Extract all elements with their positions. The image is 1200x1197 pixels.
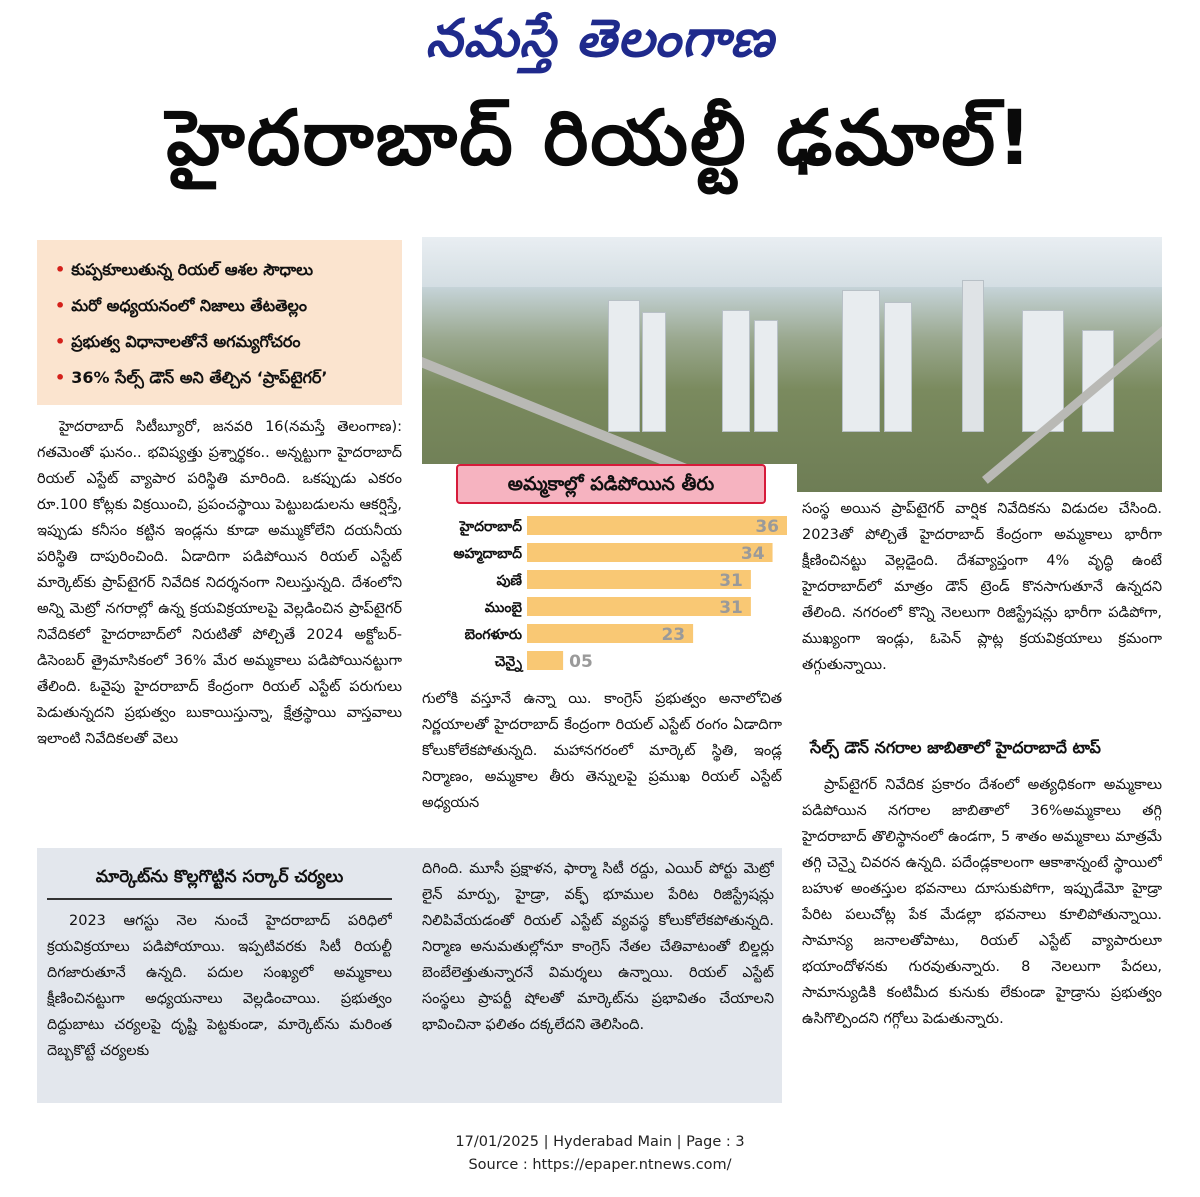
bullet-item (55, 288, 388, 324)
article-paragraph: సంస్థ అయిన ప్రాప్‌టైగర్ వార్షిక నివేదికను విడుదల చేసింది. 2023తో పోల్చితే హైదరాబాద్ కేంద్రంగా అమ్మకాలు భారీగా క్షీణించినట్టు వెల్లడైంది. దేశవ్యాప్తంగా 4% వృద్ధి ఉంటే హైదరాబాద్‌లో మాత్రం డౌన్ ట్రెండ్ కొనసాగుతూనే ఉన్నదని తేలింది. నగరంలో కొన్ని నెలలుగా రిజిస్ట్రేషన్లు భారీగా పడిపోగా, ముఖ్యంగా ఇండ్లు, ఓపెన్ ప్లాట్ల క్రయవిక్రయాలు క్రమంగా తగ్గుతున్నాయి. (802, 501, 1162, 673)
chart-value-label: 34 (740, 544, 765, 564)
photo-road (982, 310, 1162, 484)
photo-building (842, 290, 880, 432)
bullet-dot-icon: • (55, 260, 66, 279)
photo-building (722, 310, 750, 432)
chart-category-label: పుణే (496, 573, 522, 589)
bullet-text: కుప్పకూలుతున్న రియల్ ఆశల సౌధాలు (71, 260, 314, 279)
bullet-item (55, 252, 388, 288)
footer-date-edition: 17/01/2025 | Hyderabad Main | Page : 3 (455, 1134, 745, 1150)
bullet-dot-icon: • (55, 296, 66, 315)
chart-value-label: 31 (719, 571, 743, 591)
column-right-article (802, 496, 1162, 726)
chart-value-label: 31 (719, 598, 743, 618)
chart-value-label: 36 (755, 517, 779, 537)
bullet-text: మరో అధ్యయనంలో నిజాలు తేటతెల్లం (71, 296, 307, 315)
column-left-article (37, 414, 402, 834)
article-paragraph: దిగింది. మూసీ ప్రక్షాళన, ఫార్మా సిటీ రద్దు, ఎయిర్ పోర్టు మెట్రో లైన్ మార్పు, హైడ్రా, వక్ఫ్ భూముల పేరిట రిజిస్ట్రేషన్లు నిలిపివేయడంతో రియల్ ఎస్టేట్ వ్యవస్థ కోలుకోలేకపోతున్నది. నిర్మాణ అనుమతుల్లోనూ కాంగ్రెస్ నేతల చేతివాటంతో బిల్డర్లు బెంబేలెత్తుతున్నారనే విమర్శలు ఉన్నాయి. రియల్ ఎస్టేట్ సంస్థలు ప్రాపర్టీ షోలతో మార్కెట్‌ను ప్రభావితం చేయాలని భావించినా ఫలితం దక్కలేదని తెలిసింది. (422, 861, 774, 1033)
column-right-article-continued (802, 772, 1162, 1112)
article-paragraph: హైదరాబాద్ సిటీబ్యూరో, జనవరి 16(నమస్తే తెలంగాణ): గతమెంతో ఘనం.. భవిష్యత్తు ప్రశ్నార్థకం.. అన్నట్టుగా హైదరాబాద్ రియల్ ఎస్టేట్ వ్యాపార పరిస్థితి మారింది. ఒకప్పుడు ఎకరం రూ.100 కోట్లకు విక్రయించి, ప్రపంచస్థాయి పెట్టుబడులను ఆకర్షిస్తే, ఇప్పుడు కనీసం కట్టిన ఇండ్లను కూడా అమ్ముకోలేని దయనీయ పరిస్థితి దాపురించింది. ఏడాదిగా పడిపోయిన రియల్ ఎస్టేట్ మార్కెట్‌కు ప్రాప్‌టైగర్ నివేదిక నిదర్శనంగా నిలుస్తున్నది. దేశంలోని అన్ని మెట్రో నగరాల్లో ఉన్న క్రయవిక్రయాలపై వెల్లడించిన ప్రాప్‌టైగర్ నివేదికలో హైదరాబాద్‌లో నిరుటితో పోల్చితే 2024 అక్టోబర్-డిసెంబర్ త్రైమాసికంలో 36% మేర అమ్మకాలు పడిపోయినట్టుగా తేలింది. ఓవైపు హైదరాబాద్ కేంద్రంగా రియల్ ఎస్టేట్ పరుగులు పెడుతున్నదని ప్రభుత్వం బుకాయిస్తున్నా, క్షేత్రస్థాయి వాస్తవాలు ఇలాంటి నివేదికలతో వెలు (37, 419, 402, 747)
band-right-article (422, 856, 774, 1098)
headline: హైదరాబాద్ రియల్టీ ఢమాల్! (166, 93, 1034, 182)
bullet-text: ప్రభుత్వ విధానాలతోనే అగమ్యగోచరం (71, 332, 301, 351)
chart-category-label: ముంబై (484, 600, 522, 616)
footer-source: Source : https://epaper.ntnews.com/ (468, 1157, 732, 1173)
chart-category-label: హైదరాబాద్ (459, 519, 522, 535)
column-middle-article (422, 686, 782, 841)
photo-building (608, 300, 640, 432)
masthead: నమస్తే తెలంగాణ (425, 8, 775, 69)
photo-sky (422, 237, 1162, 287)
bullet-box (37, 240, 402, 405)
bullet-text: 36% సేల్స్ డౌన్ అని తేల్చిన ‘ప్రాప్‌టైగర్’ (71, 368, 328, 387)
bullet-dot-icon: • (55, 332, 66, 351)
article-paragraph: ప్రాప్‌టైగర్ నివేదిక ప్రకారం దేశంలో అత్యధికంగా అమ్మకాలు పడిపోయిన నగరాల జాబితాలో 36%అమ్మకాలు తగ్గి హైదరాబాద్ తొలిస్థానంలో ఉండగా, 5 శాతం అమ్మకాలు మాత్రమే తగ్గి చెన్నై చివరన ఉన్నది. పదేండ్లకాలంగా ఆకాశాన్నంటే స్థాయిలో బహుళ అంతస్తుల భవనాలు దూసుకుపోగా, ఇప్పుడేమో హైడ్రా పేరిట పలుచోట్ల పేక మేడల్లా భవనాలు కూలిపోతున్నాయి. సామాన్య జనాలతోపాటు, రియల్ ఎస్టేట్ వ్యాపారులూ భయాందోళనకు గురవుతున్నారు. 8 నెలలుగా పేదలు, సామాన్యుడికి కంటిమీద కునుకు లేకుండా హైడ్రాను ప్రభుత్వం ఉసిగొల్పిందని గగ్గోలు పెడుతున్నారు. (802, 777, 1162, 1027)
photo-building (962, 280, 984, 432)
chart-category-label: చెన్నై (494, 654, 522, 670)
chart-title: అమ్మకాల్లో పడిపోయిన తీరు (456, 464, 766, 504)
sales-drop-chart (422, 464, 797, 676)
band-left-article (47, 908, 392, 1098)
city-aerial-photo (422, 237, 1162, 492)
article-paragraph: గులోకి వస్తూనే ఉన్నా యి. కాంగ్రెస్ ప్రభుత్వం అనాలోచిత నిర్ణయాలతో హైదరాబాద్ కేంద్రంగా రియల్ ఎస్టేట్ రంగం ఏడాదిగా కోలుకోలేకపోతున్నది. మహానగరంలో మార్కెట్ స్థితి, ఇండ్ల నిర్మాణం, అమ్మకాల తీరు తెన్నులపై ప్రముఖ రియల్ ఎస్టేట్ అధ్యయన (422, 691, 782, 811)
section-subheading: మార్కెట్‌ను కొల్లగొట్టిన సర్కార్ చర్యలు (47, 856, 392, 900)
chart-category-label: బెంగళూరు (464, 627, 522, 643)
chart-bar (527, 651, 563, 670)
chart-value-label: 23 (661, 625, 686, 645)
bullet-item (55, 324, 388, 360)
chart-bar (527, 543, 773, 562)
photo-building (884, 302, 912, 432)
photo-building (754, 320, 778, 432)
bullet-dot-icon: • (55, 368, 66, 387)
chart-value-label: 05 (569, 652, 593, 672)
bullet-item (55, 360, 388, 396)
chart-bar (527, 570, 751, 589)
photo-building (642, 312, 666, 432)
bar-chart-svg (422, 510, 797, 676)
right-subheading: సేల్స్ డౌన్ నగరాల జాబితాలో హైదరాబాదే టాప్ (810, 738, 1101, 757)
chart-bar (527, 597, 751, 616)
article-paragraph: 2023 ఆగస్టు నెల నుంచే హైదరాబాద్ పరిధిలో క్రయవిక్రయాలు పడిపోయాయి. ఇప్పటివరకు సిటీ రియల్టీ దిగజారుతూనే ఉన్నది. పదుల సంఖ్యలో అమ్మకాలు క్షీణించినట్టుగా అధ్యయనాలు వెల్లడించాయి. ప్రభుత్వం దిద్దుబాటు చర్యలపై దృష్టి పెట్టకుండా, మార్కెట్‌ను మరింత దెబ్బకొట్టే చర్యలకు (47, 913, 392, 1059)
chart-category-label: అహ్మదాబాద్ (453, 546, 522, 562)
chart-bar (527, 516, 787, 535)
